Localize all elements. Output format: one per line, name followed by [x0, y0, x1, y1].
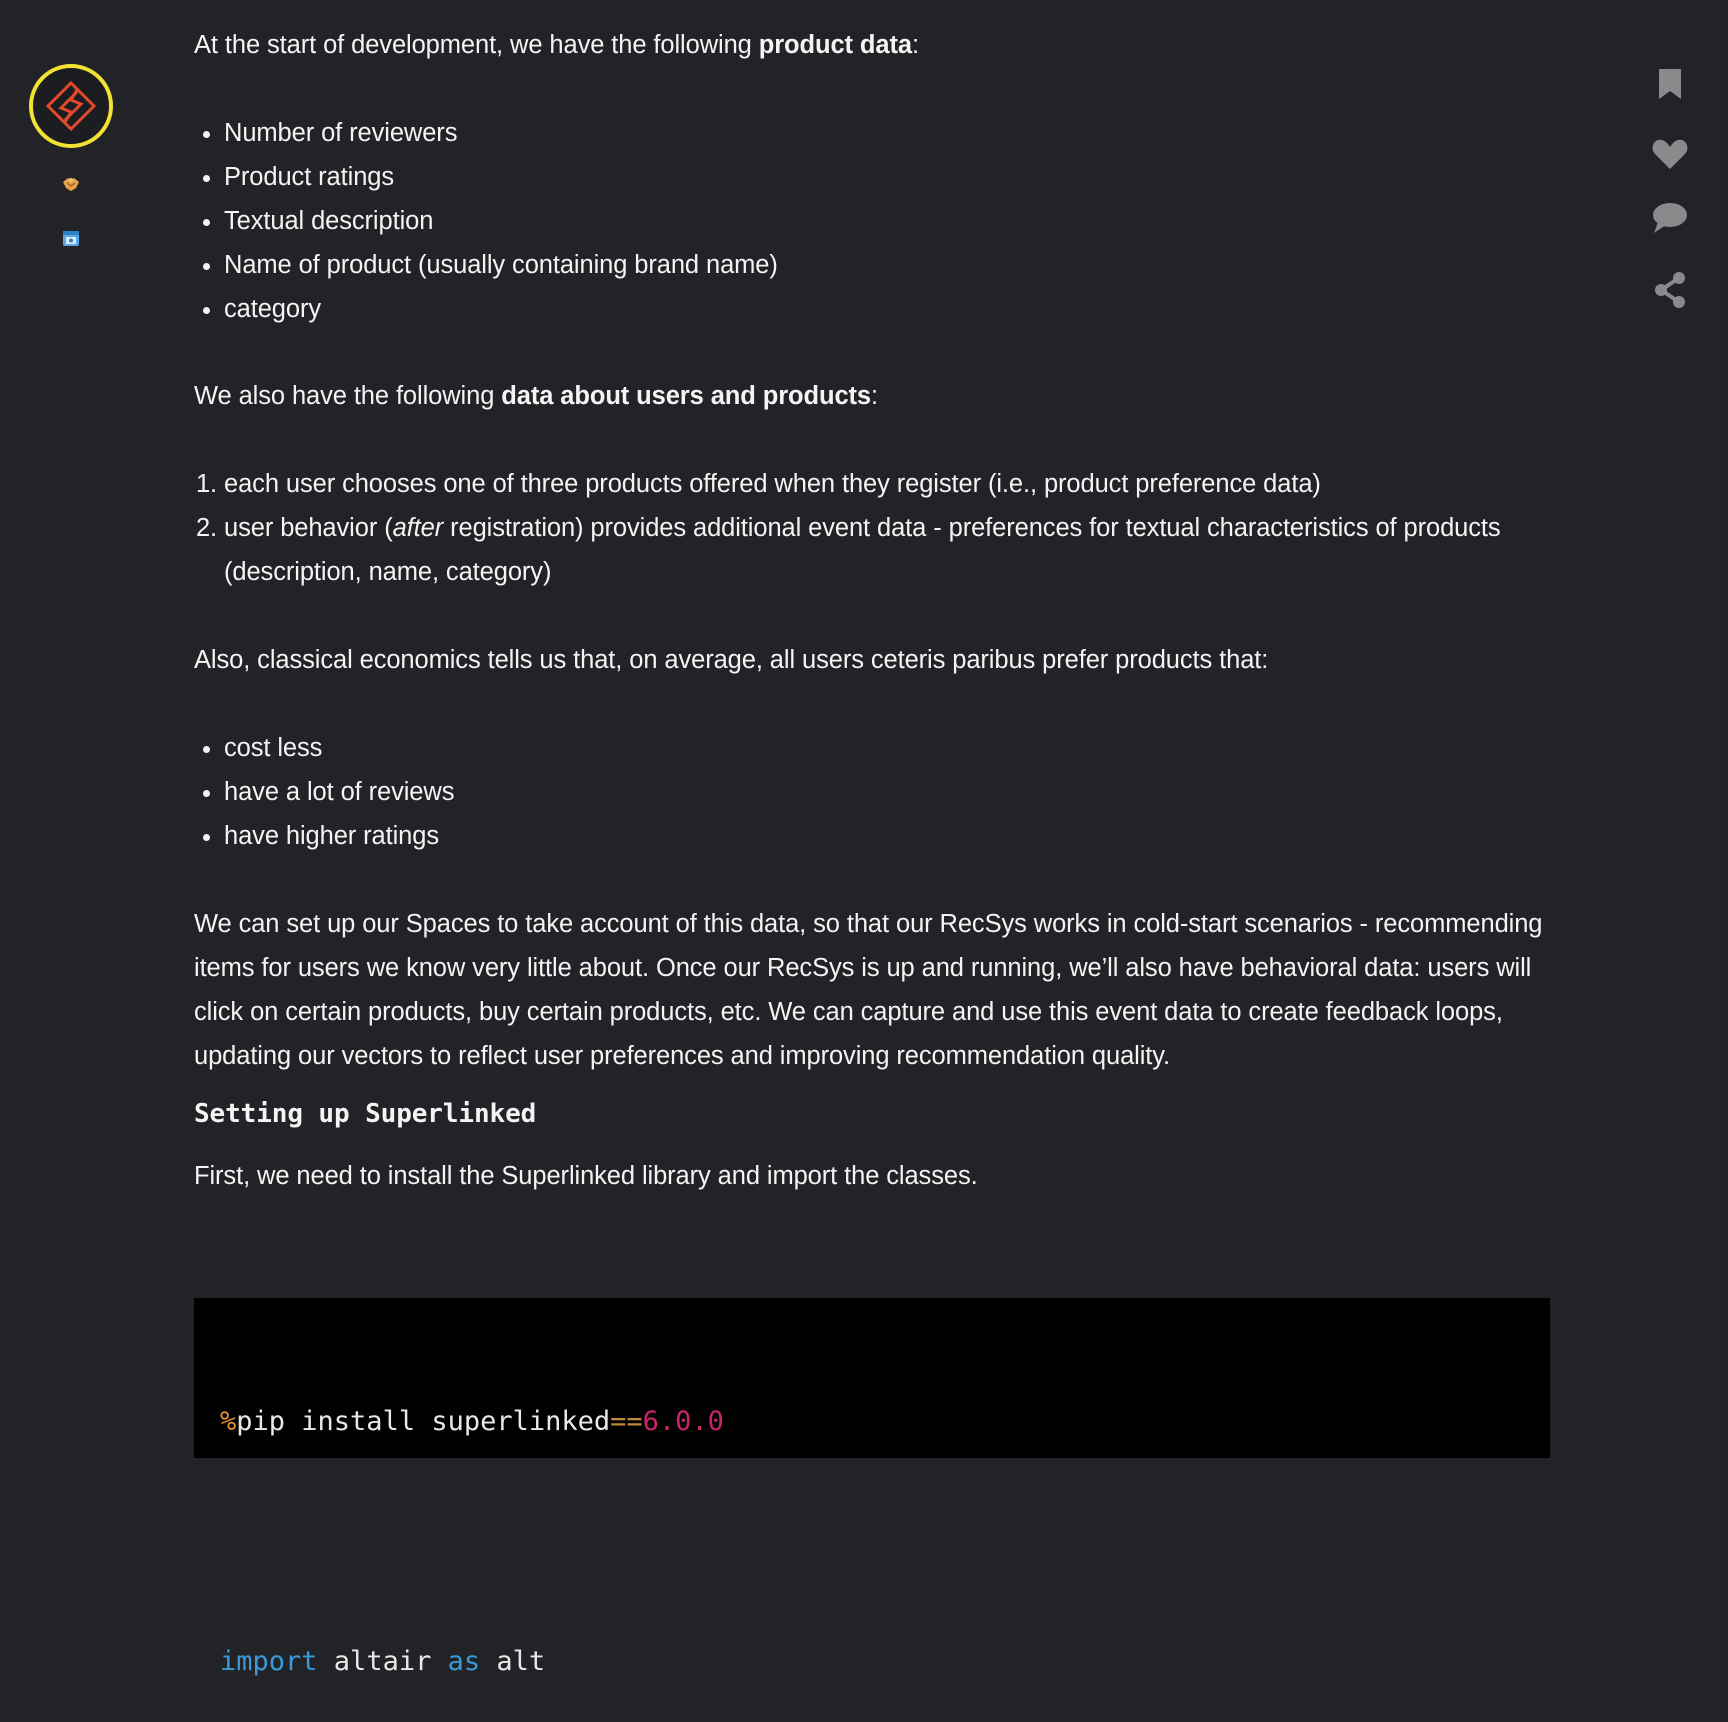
list-item: 2. user behavior (after registration) provides additional event data - preferences for textual characteristics of products (description, name, category): [224, 506, 1550, 594]
bookmark-icon: [1657, 68, 1683, 100]
badge-handshake[interactable]: [61, 174, 81, 194]
like-button[interactable]: [1650, 134, 1690, 174]
list-item: • Name of product (usually containing brand name): [224, 243, 1550, 287]
section-heading: Setting up Superlinked: [194, 1099, 537, 1129]
list-item: • Textual description: [224, 199, 1550, 243]
code-block[interactable]: [194, 1298, 1550, 1677]
heart-icon: [1652, 138, 1688, 170]
code-line-import: import altair as alt: [220, 1646, 546, 1677]
handshake-icon: [61, 174, 81, 194]
calendar-icon: [61, 228, 81, 248]
article-body: [194, 23, 1550, 1198]
list-item: • have a lot of reviews: [224, 770, 1550, 814]
badge-calendar[interactable]: [61, 228, 81, 248]
share-icon: [1653, 271, 1687, 309]
spaces-paragraph: We can set up our Spaces to take account of this data, so that our RecSys works in cold-start scenarios - recommending items for users we know very little about. Once our RecSys is up and running, we’ll also have behavioral data: users will click on certain products, buy certain products, etc. We can capture and use this event data to create feedback loops, updating our vectors to reflect user preferences and improving recommendation quality.: [194, 910, 1543, 1070]
list-item: • Number of reviewers: [224, 111, 1550, 155]
comment-button[interactable]: [1650, 198, 1690, 238]
product-data-bold: product data: [758, 31, 912, 59]
superlinked-logo-icon: [45, 80, 97, 132]
user-data-list: [194, 462, 1550, 594]
bookmark-button[interactable]: [1650, 64, 1690, 104]
comment-icon: [1652, 202, 1688, 234]
list-item: 1. each user chooses one of three products offered when they register (i.e., product preference data): [224, 462, 1550, 506]
list-item: • Product ratings: [224, 155, 1550, 199]
list-item: • have higher ratings: [224, 814, 1550, 858]
author-avatar[interactable]: [29, 64, 113, 148]
install-paragraph: First, we need to install the Superlinked library and import the classes.: [194, 1162, 978, 1190]
product-data-list: [194, 111, 1550, 331]
product-data-intro: At the start of development, we have the following product data:: [194, 31, 919, 59]
economics-intro: Also, classical economics tells us that, on average, all users ceteris paribus prefer products that:: [194, 646, 1269, 674]
list-item: • category: [224, 287, 1550, 331]
share-button[interactable]: [1650, 270, 1690, 310]
preference-list: [194, 726, 1550, 858]
user-data-intro: We also have the following data about users and products:: [194, 382, 879, 410]
list-item: • cost less: [224, 726, 1550, 770]
user-data-bold: data about users and products: [501, 382, 872, 410]
code-line-install: %pip install superlinked==6.0.0: [220, 1406, 724, 1437]
